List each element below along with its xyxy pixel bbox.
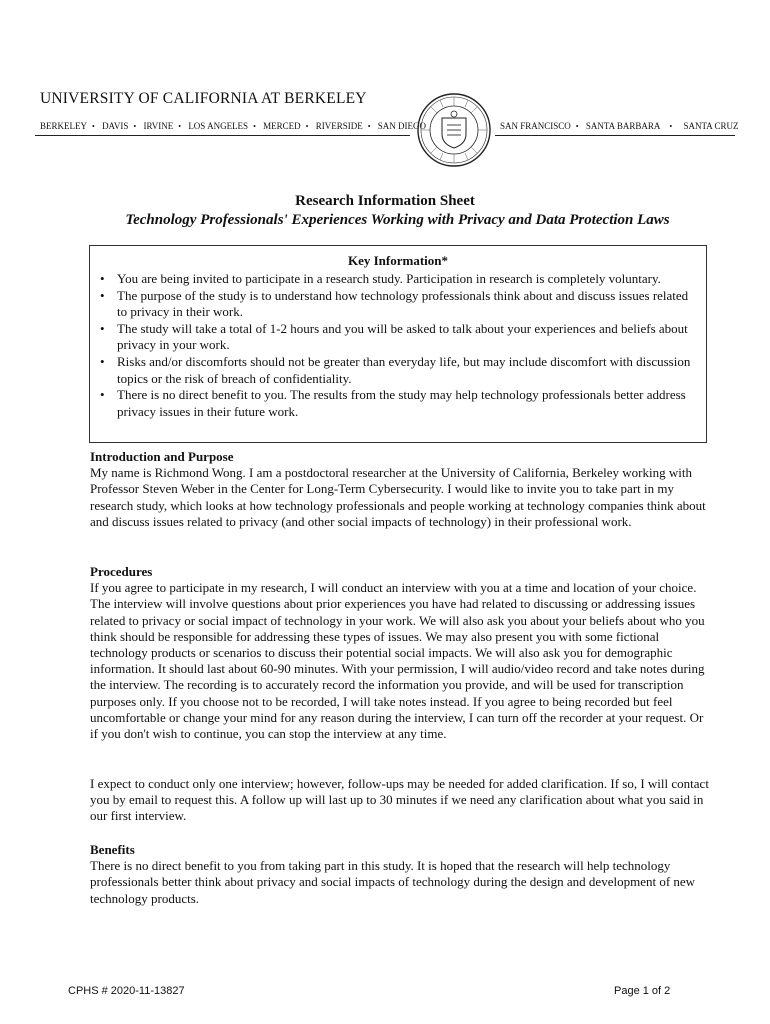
section-heading: Benefits <box>90 842 135 857</box>
university-name: UNIVERSITY OF CALIFORNIA AT BERKELEY <box>40 90 367 107</box>
list-item <box>100 271 700 288</box>
list-item <box>100 387 700 420</box>
campus-name: SANTA BARBARA <box>585 121 661 131</box>
section-heading: Procedures <box>90 564 153 579</box>
list-item-text: The study will take a total of 1-2 hours and you will be asked to talk about your experiences and beliefs about privacy in your work. <box>117 320 688 353</box>
list-item-text: Risks and/or discomforts should not be greater than everyday life, but may include discomfort with discussion topics or the risk of breach of confidentiality. <box>117 353 691 386</box>
page-number: Page 1 of 2 <box>614 985 671 997</box>
protocol-number: CPHS # 2020-11-13827 <box>68 985 185 997</box>
key-information-heading: Key Information* <box>347 253 449 268</box>
section-body: I expect to conduct only one interview; however, follow-ups may be needed for added clarification. If so, I will contact you by email to request this. A follow up will last up to 30 minutes if we need any clarification about what you said in our first interview. <box>90 776 709 824</box>
uc-seal-icon <box>416 92 492 168</box>
bullet-icon: • <box>100 320 105 336</box>
bullet-dot-icon: • <box>367 122 371 131</box>
campus-name: LOS ANGELES <box>188 121 249 131</box>
list-item-text: The purpose of the study is to understand how technology professionals think about and discuss issues related to privacy in their work. <box>117 287 689 320</box>
section-procedures <box>90 564 710 742</box>
list-item <box>100 354 700 387</box>
section-introduction <box>90 449 710 530</box>
key-information-list <box>100 271 700 420</box>
list-item <box>100 321 700 354</box>
bullet-dot-icon: • <box>92 122 95 131</box>
list-item <box>100 288 700 321</box>
bullet-dot-icon: • <box>253 122 256 131</box>
letterhead-rule-left <box>35 135 410 136</box>
campus-name: RIVERSIDE <box>315 121 363 131</box>
campus-name: MERCED <box>263 121 301 131</box>
section-procedures-followup <box>90 776 710 825</box>
campus-name: BERKELEY <box>40 121 87 131</box>
bullet-dot-icon: • <box>133 122 137 131</box>
list-item-text: You are being invited to participate in a research study. Participation in research is completely voluntary. <box>117 271 661 286</box>
campus-name: DAVIS <box>102 121 129 131</box>
section-body: There is no direct benefit to you from taking part in this study. It is hoped that the research will help technology professionals better think about privacy and social impacts of technology during the design and development of new technology products. <box>90 858 696 906</box>
letterhead-rule-right <box>495 135 735 136</box>
bullet-dot-icon: • <box>575 122 579 131</box>
bullet-icon: • <box>100 353 105 369</box>
campus-list-right <box>500 121 739 131</box>
campus-name: SAN FRANCISCO <box>500 121 571 131</box>
section-body: If you agree to participate in my research, I will conduct an interview with you at a time and location of your choice. The interview will involve questions about prior experiences you have had related to discussing or addressing issues related to privacy or social impact of technology in your work. We will also ask you about your beliefs about who you think should be responsible for addressing these types of issues. We may also present you with some fictional technology products or scenarios to discuss their potential social impacts. We will also ask you for demographic information. It should last about 60-90 minutes. With your permission, I will audio/video record and take notes during the interview. The recording is to accurately record the information you provide, and will be used for transcription purposes only. If you choose not to be recorded, I will take notes instead. If you agree to being recorded but feel uncomfortable or change your mind for any reason during the interview, I can turn off the recorder at your request. Or if you don't wish to continue, you can stop the interview at any time. <box>90 580 705 742</box>
list-item-text: There is no direct benefit to you. The results from the study may help technology professionals better address privacy issues in their future work. <box>117 387 686 419</box>
page-subtitle: Technology Professionals' Experiences Working with Privacy and Data Protection Laws <box>125 212 670 228</box>
section-benefits <box>90 842 710 907</box>
campus-list-left <box>40 121 426 131</box>
bullet-dot-icon: • <box>669 122 673 131</box>
key-information-box <box>89 245 707 443</box>
section-body: My name is Richmond Wong. I am a postdoctoral researcher at the University of California, Berkeley working with Professor Steven Weber in the Center for Long-Term Cybersecurity. I would like to invite you to take part in my research study, which looks at how technology professionals and people working at technology companies think about and discuss issues related to privacy (and other social impacts of technology) in their professional work. <box>90 465 706 529</box>
section-heading: Introduction and Purpose <box>90 449 234 464</box>
campus-name: SANTA CRUZ <box>683 121 739 131</box>
campus-name: IRVINE <box>143 121 174 131</box>
bullet-icon: • <box>100 271 105 286</box>
bullet-dot-icon: • <box>305 122 309 131</box>
bullet-icon: • <box>100 287 105 303</box>
campus-name: SAN DIEGO <box>377 121 427 131</box>
page-title: Research Information Sheet <box>295 193 475 209</box>
bullet-dot-icon: • <box>178 122 182 131</box>
bullet-icon: • <box>100 387 105 403</box>
